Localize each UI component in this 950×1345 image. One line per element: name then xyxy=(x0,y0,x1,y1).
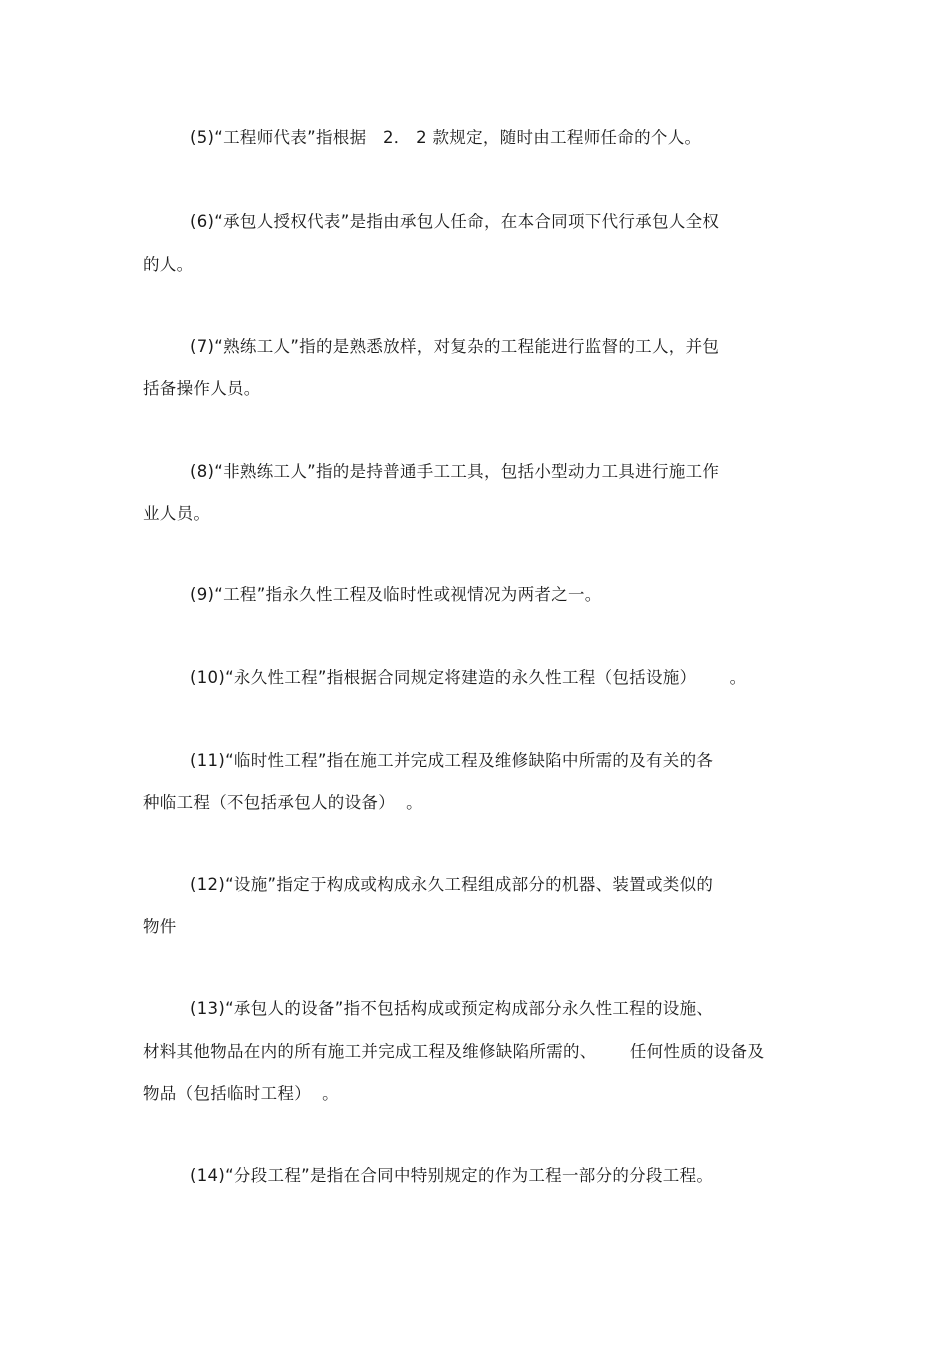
clause-9-line-1: (9)“工程”指永久性工程及临时性或视情况为两者之一。 xyxy=(190,585,602,604)
clause-8-line-1: (8)“非熟练工人”指的是持普通手工工具，包括小型动力工具进行施工作 xyxy=(190,462,720,481)
clause-13-line-1: (13)“承包人的设备”指不包括构成或预定构成部分永久性工程的设施、 xyxy=(190,999,714,1018)
clause-12-line-1: (12)“设施”指定于构成或构成永久工程组成部分的机器、装置或类似的 xyxy=(190,875,714,894)
clause-7-line-2: 括备操作人员。 xyxy=(143,379,261,398)
clause-11-line-2: 种临工程（不包括承包人的设备） 。 xyxy=(143,793,423,812)
clause-12-line-2: 物件 xyxy=(143,917,177,936)
clause-13-line-2: 材料其他物品在内的所有施工并完成工程及维修缺陷所需的、 任何性质的设备及 xyxy=(143,1042,765,1061)
clause-6-line-1: (6)“承包人授权代表”是指由承包人任命，在本合同项下代行承包人全权 xyxy=(190,212,720,231)
clause-7-line-1: (7)“熟练工人”指的是熟悉放样，对复杂的工程能进行监督的工人，并包 xyxy=(190,337,720,356)
clause-14-line-1: (14)“分段工程”是指在合同中特别规定的作为工程一部分的分段工程。 xyxy=(190,1166,714,1185)
clause-13-line-3: 物品（包括临时工程） 。 xyxy=(143,1084,339,1103)
clause-6-line-2: 的人。 xyxy=(143,255,194,274)
clause-11-line-1: (11)“临时性工程”指在施工并完成工程及维修缺陷中所需的及有关的各 xyxy=(190,751,714,770)
clause-10-line-1: (10)“永久性工程”指根据合同规定将建造的永久性工程（包括设施） 。 xyxy=(190,668,747,687)
clause-5-line-1: (5)“工程师代表”指根据 2． 2 款规定，随时由工程师任命的个人。 xyxy=(190,128,702,147)
clause-8-line-2: 业人员。 xyxy=(143,504,211,523)
